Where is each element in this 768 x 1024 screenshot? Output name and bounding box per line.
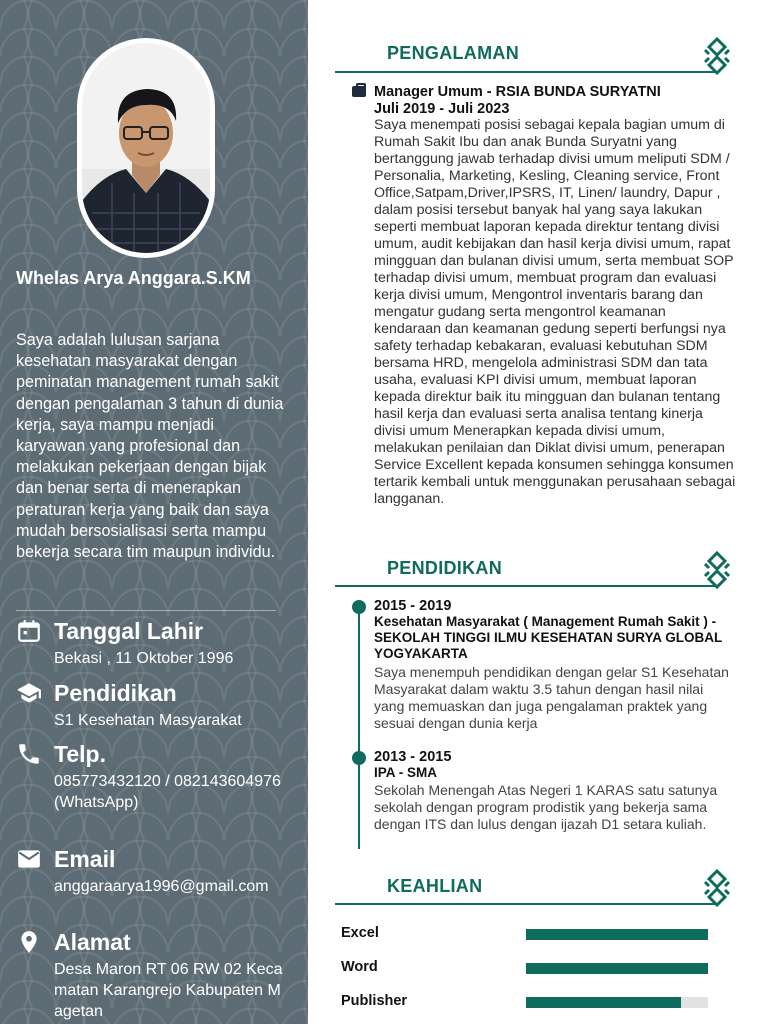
decorative-diamond-icon xyxy=(700,37,734,75)
section-title-experience: PENGALAMAN xyxy=(387,43,519,63)
skill-row xyxy=(341,958,721,978)
info-education-value: S1 Kesehatan Masyarakat xyxy=(54,712,242,729)
skill-bar-fill xyxy=(526,963,708,974)
section-line-skills xyxy=(335,903,715,905)
info-phone xyxy=(16,741,296,837)
skill-row xyxy=(341,992,721,1012)
profile-photo-frame xyxy=(77,38,215,258)
skill-bar xyxy=(526,963,708,974)
skill-name: Publisher xyxy=(341,993,408,1009)
skill-name: Word xyxy=(341,959,378,975)
graduation-cap-icon xyxy=(16,680,42,706)
education-years: 2015 - 2019 xyxy=(374,598,452,614)
experience-title: Manager Umum - RSIA BUNDA SURYATNI xyxy=(374,84,661,100)
profile-name: Whelas Arya Anggara.S.KM xyxy=(16,268,251,288)
info-birth xyxy=(16,618,296,678)
info-birth-value: Bekasi , 11 Oktober 1996 xyxy=(54,650,234,667)
education-degree: Kesehatan Masyarakat ( Management Rumah Sakit ) - SEKOLAH TINGGI ILMU KESEHATAN SURYA GLOBAL YOGYAKARTA xyxy=(374,614,723,661)
info-education xyxy=(16,680,296,740)
location-pin-icon xyxy=(16,929,42,955)
education-years: 2013 - 2015 xyxy=(374,749,452,765)
info-phone-label: Telp. xyxy=(54,741,106,767)
calendar-icon xyxy=(16,618,42,644)
info-email xyxy=(16,846,296,922)
info-address xyxy=(16,929,296,1024)
section-title-skills: KEAHLIAN xyxy=(387,876,483,896)
info-address-value: Desa Maron RT 06 RW 02 Kecamatan Karangrejo Kabupaten Magetan xyxy=(54,961,283,1020)
decorative-diamond-icon xyxy=(700,551,734,589)
info-phone-value: 085773432120 / 082143604976(WhatsApp) xyxy=(54,773,281,811)
skill-bar-fill xyxy=(526,929,708,940)
profile-summary: Saya adalah lulusan sarjana kesehatan masyarakat dengan peminatan management rumah sakit dengan pengalaman 3 tahun di dunia kerja, saya mampu menjadi karyawan yang profesional dan melakukan pekerjaan dengan bijak dan benar serta di menerapkan peraturan kerja yang baik dan saya mudah bersosialisasi serta mampu bekerja secara tim maupun individu. xyxy=(16,331,284,562)
info-birth-label: Tanggal Lahir xyxy=(54,618,204,644)
info-education-label: Pendidikan xyxy=(54,680,177,706)
info-email-value: anggaraarya1996@gmail.com xyxy=(54,878,269,895)
education-degree: IPA - SMA xyxy=(374,765,437,780)
skill-bar xyxy=(526,929,708,940)
info-address-label: Alamat xyxy=(54,929,131,955)
phone-icon xyxy=(16,741,42,767)
decorative-diamond-icon xyxy=(700,869,734,907)
skill-bar-fill xyxy=(526,997,681,1008)
divider xyxy=(16,610,276,611)
section-line-experience xyxy=(335,71,715,73)
skill-row xyxy=(341,924,721,944)
briefcase-icon xyxy=(352,86,366,97)
education-description: Saya menempuh pendidikan dengan gelar S1 Kesehatan Masyarakat dalam waktu 3.5 tahun dengan hasil nilai yang memuaskan dan juga pengalaman praktek yang sesuai dengan dunia kerja xyxy=(374,664,729,731)
skill-bar xyxy=(526,997,708,1008)
mail-icon xyxy=(16,846,42,872)
experience-description: Saya menempati posisi sebagai kepala bagian umum di Rumah Sakit Ibu dan anak Bunda Suryatni yang bertanggung jawab terhadap divisi umum meliputi SDM / Personalia, Marketing, Kesling, Cleaning service, Front Office,Satpam,Driver,IPSRS, IT, Linen/ laundry, Dapur , dalam posisi tersebut banyak hal yang saya lakukan seperti membuat laporan kepada direktur tentang divisi umum, audit kebijakan dan hasil kerja divisi umum, rapat mingguan dan bulanan divisi umum, serta membuat SOP terhadap divisi umum, membuat program dan evaluasi kerja divisi umum, Mengontrol inventaris barang dan mengatur gudang serta mengontrol keamanan kendaraan dan keamanan gedung seperti berfungsi nya safety terhadap kebakaran, evaluasi kebutuhan SDM bersama HRD, mengelola administrasi SDM dan tata usaha, evaluasi KPI divisi umum, membuat laporan kepada direktur baik itu mingguan dan bulanan tentang hasil kerja dan evaluasi serta analisa tentang kinerja divisi umum Menerapkan kepada divisi umum, melakukan penilaian dan Diklat divisi umum, penerapan Service Excellent kepada konsumen sehingga konsumen tertarik kembali untuk menggunakan perusahaan sebagai langganan. xyxy=(374,117,736,507)
section-title-education: PENDIDIKAN xyxy=(387,558,503,578)
timeline-dot xyxy=(352,751,366,765)
timeline-dot xyxy=(352,600,366,614)
section-line-education xyxy=(335,585,715,587)
education-timeline xyxy=(358,603,360,849)
experience-period: Juli 2019 - Juli 2023 xyxy=(374,101,510,117)
info-email-label: Email xyxy=(54,846,116,872)
education-description: Sekolah Menengah Atas Negeri 1 KARAS satu satunya sekolah dengan program prodistik yang bekerja sama dengan ITS dan lulus dengan ijazah D1 setara kuliah. xyxy=(374,782,718,832)
sidebar xyxy=(0,0,308,1024)
profile-photo xyxy=(82,43,210,253)
skill-name: Excel xyxy=(341,925,379,941)
